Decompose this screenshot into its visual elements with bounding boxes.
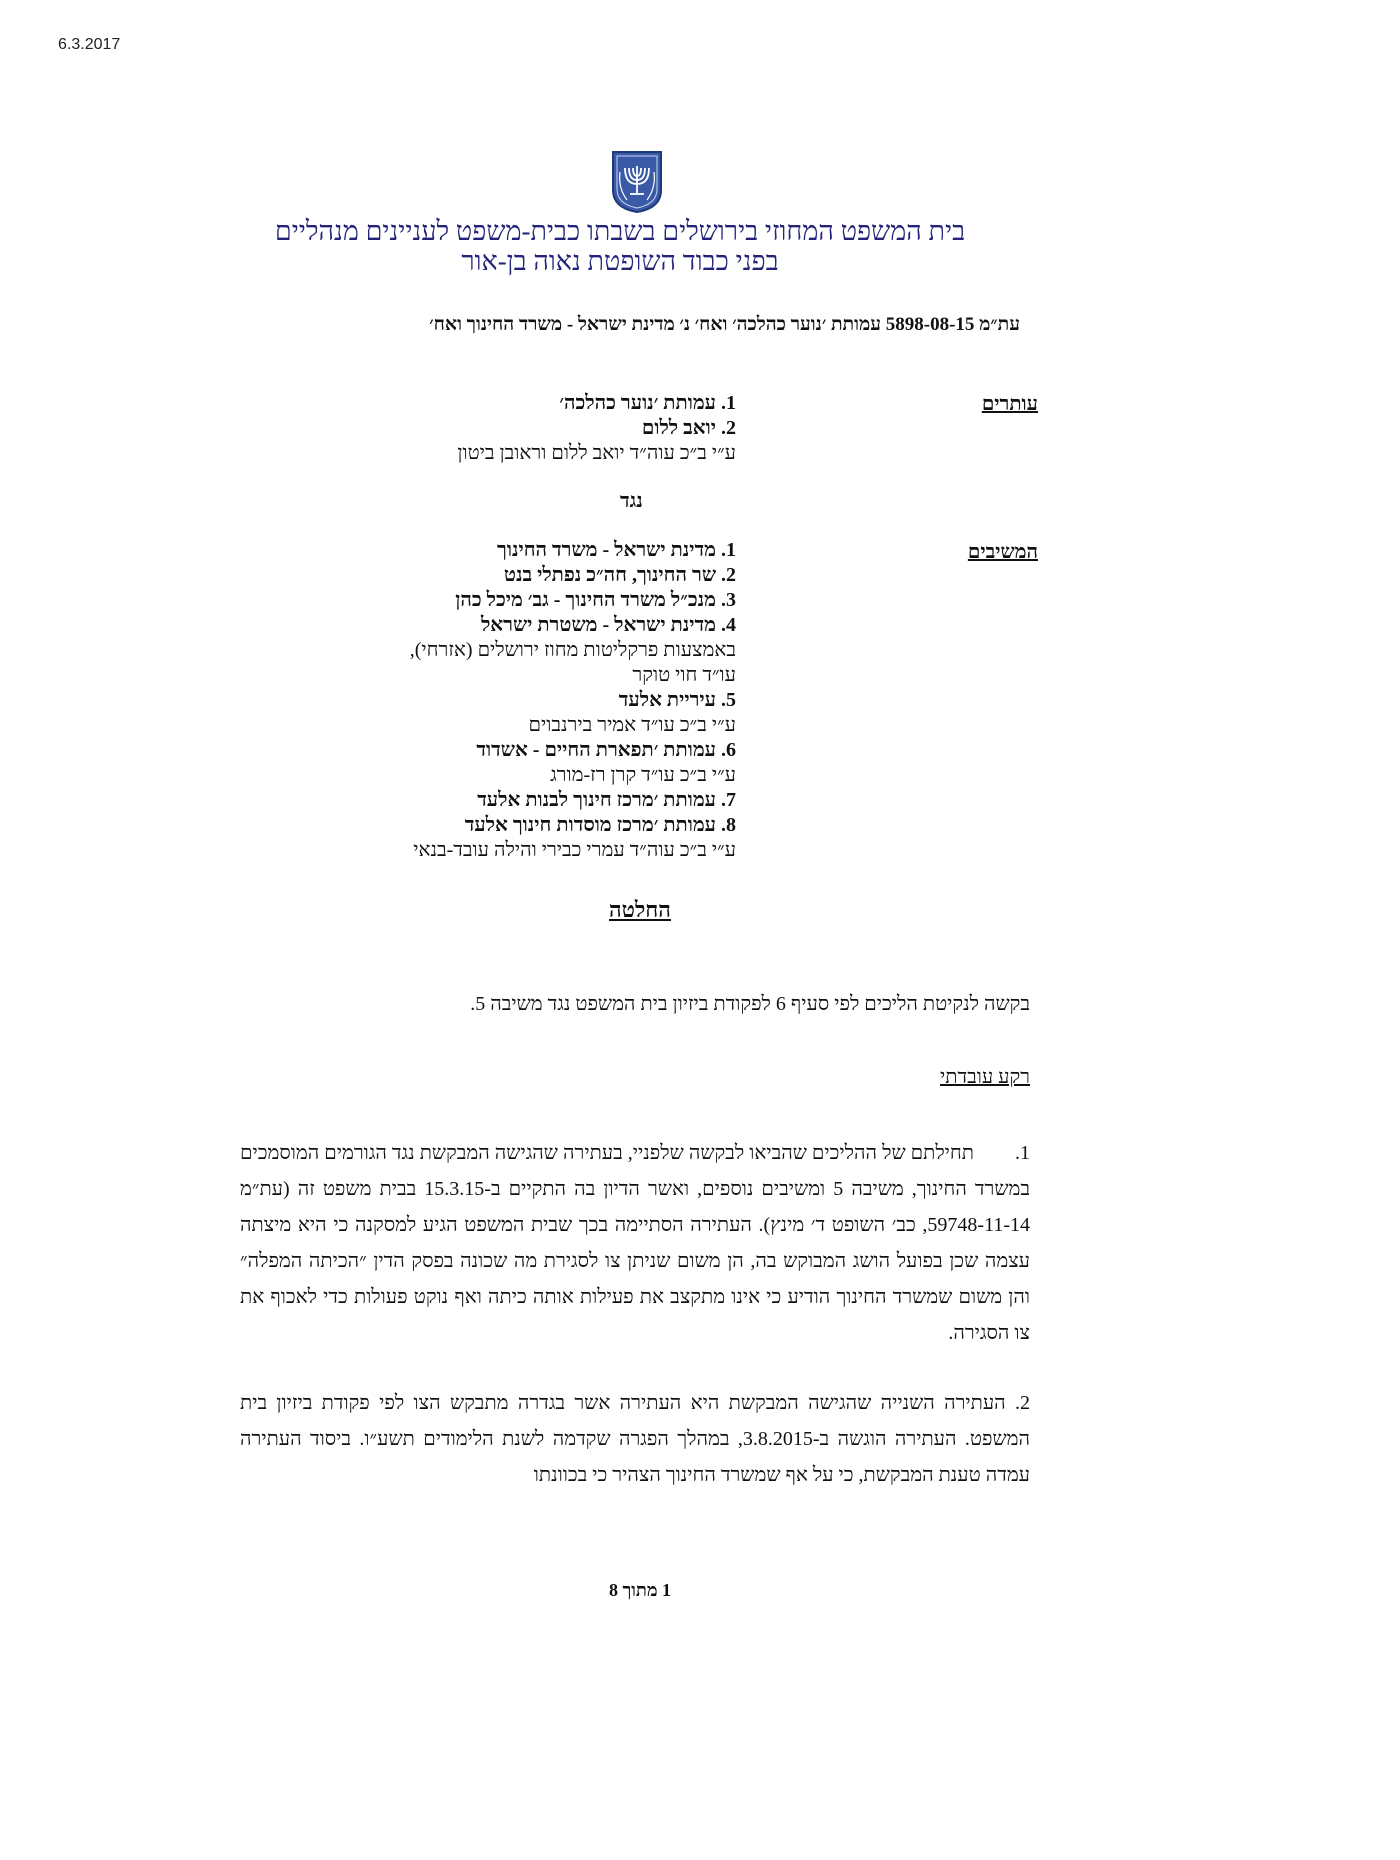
respondent-line: באמצעות פרקליטות מחוז ירושלים (אזרחי), [409, 639, 736, 661]
respondent-line: 6. עמותת ׳תפארת החיים - אשדוד [476, 739, 736, 761]
court-name: בית המשפט המחוזי בירושלים בשבתו כבית-משפט לעניינים מנהליים [274, 216, 966, 246]
respondent-line: עו״ד חוי טוקר [632, 664, 736, 686]
paragraph-number: 1. [1015, 1142, 1031, 1164]
respondent-line: 3. מנכ״ל משרד החינוך - גב׳ מיכל כהן [455, 589, 736, 611]
respondent-line: ע״י ב״כ עו״ד אמיר בירנבוים [528, 714, 736, 736]
state-emblem-icon [611, 150, 663, 214]
decision-title: החלטה [609, 897, 671, 922]
versus-label: נגד [620, 490, 643, 512]
paragraph-text: תחילתם של ההליכים שהביאו לבקשה שלפניי, בעתירה שהגישה המבקשת נגד הגורמים המוסמכים במשרד החינוך, משיבה 5 ומשיבים נוספים, ואשר הדיון בה התקיים ב-15.3.15 בבית משפט זה (עת״מ 59748-11-14, כב׳ השופט ד׳ מינץ). העתירה הסתיימה בכך שבית המשפט הגיע למסקנה כי היא מיצתה עצמה שכן בפועל הושג המבוקש בה, הן משום שניתן צו לסגירת מה שכונה בפסק הדין ״הכיתה המפלה״ והן משום שמשרד החינוך הודיע כי אינו מתקצב את פעילות אותה כיתה ואף נוקט פעולות כדי לאכוף את צו הסגירה. [240, 1142, 1030, 1344]
paragraph-number: 2. [1015, 1392, 1030, 1414]
petitioner-item: 1. עמותת ׳נוער כהלכה׳ [559, 392, 736, 414]
paragraph [240, 1385, 1030, 1493]
petitioner-item: 2. יואב ללום [641, 417, 736, 439]
section-heading: רקע עובדתי [940, 1066, 1030, 1088]
petitioners-label: עותרים [981, 393, 1038, 415]
respondent-line: 2. שר החינוך, חה״כ נפתלי בנט [503, 564, 736, 586]
paragraph-text: העתירה השנייה שהגישה המבקשת היא העתירה אשר בגדרה מתבקש הצו לפי פקודת ביזיון בית המשפט. העתירה הוגשה ב-3.8.2015, במהלך הפגרה שקדמה לשנת הלימודים תשע״ו. ביסוד העתירה עמדה טענת המבקשת, כי על אף שמשרד החינוך הצהיר כי בכוונתו [240, 1392, 1030, 1486]
respondent-line: ע״י ב״כ עוה״ד עמרי כבירי והילה עובד-בנאי [413, 839, 736, 861]
page-number: 1 מתוך 8 [608, 1580, 672, 1600]
judge-name: בפני כבוד השופטת נאוה בן-אור [461, 246, 779, 276]
respondents-label: המשיבים [967, 541, 1038, 563]
respondent-line: 5. עיריית אלעד [618, 689, 736, 711]
respondent-line: 7. עמותת ׳מרכז חינוך לבנות אלעד [477, 789, 736, 811]
document-date: 6.3.2017 [58, 36, 121, 53]
respondent-line: 8. עמותת ׳מרכז מוסדות חינוך אלעד [464, 814, 736, 836]
paragraph [240, 1135, 1030, 1351]
respondent-line: 4. מדינת ישראל - משטרת ישראל [480, 614, 736, 636]
petitioners-block [457, 391, 736, 466]
petitioners-counsel: ע״י ב״כ עוה״ד יואב ללום וראובן ביטון [457, 442, 736, 464]
respondent-line: 1. מדינת ישראל - משרד החינוך [497, 539, 736, 561]
request-line: בקשה לנקיטת הליכים לפי סעיף 6 לפקודת ביזיון בית המשפט נגד משיבה 5. [470, 993, 1030, 1015]
respondents-block [410, 538, 736, 863]
court-header [220, 216, 1020, 276]
case-title: עת״מ 5898-08-15 עמותת ׳נוער כהלכה׳ ואח׳ נ׳ מדינת ישראל - משרד החינוך ואח׳ [429, 314, 1020, 335]
respondent-line: ע״י ב״כ עו״ד קרן רז-מורג [550, 764, 736, 786]
